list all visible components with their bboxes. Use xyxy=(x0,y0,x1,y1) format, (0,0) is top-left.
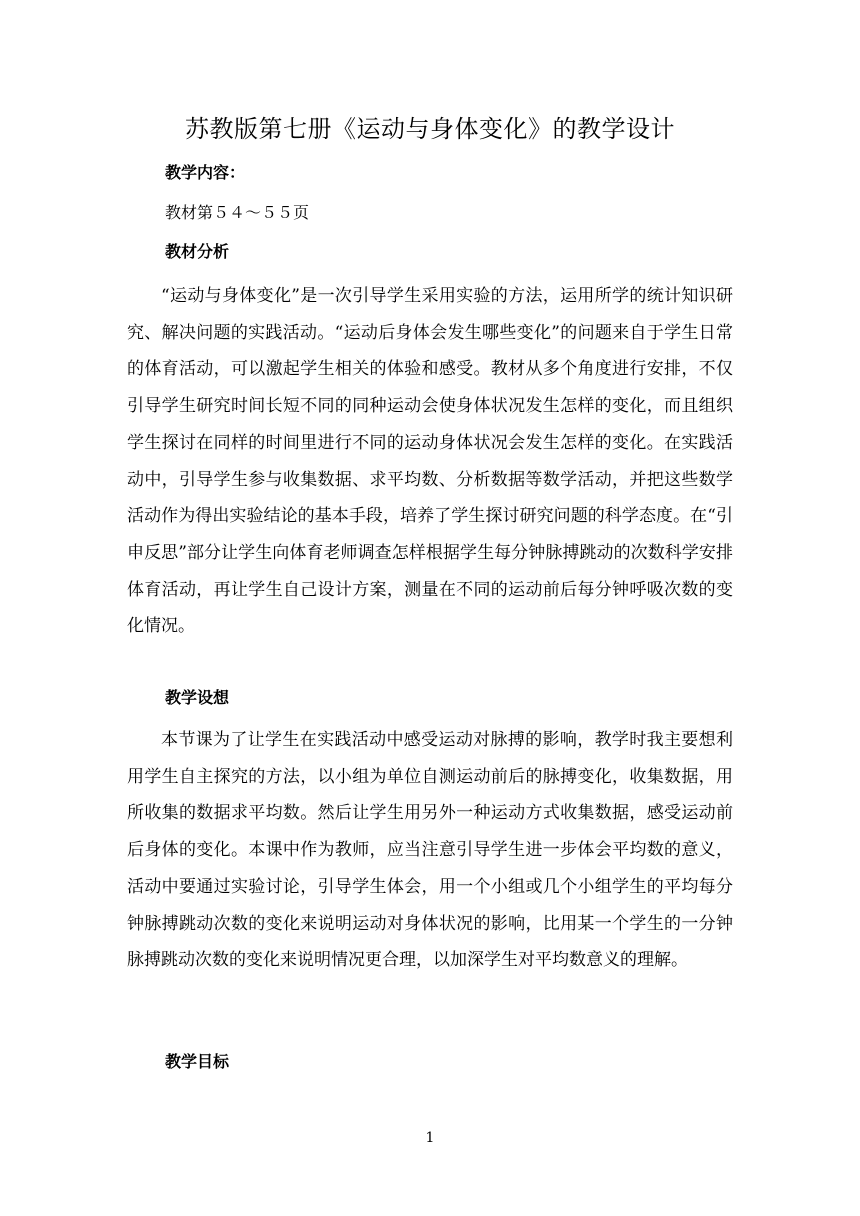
document-title: 苏教版第七册《运动与身体变化》的教学设计 xyxy=(185,115,675,143)
analysis-paragraph: “运动与身体变化”是一次引导学生采用实验的方法，运用所学的统计知识研究、解决问题的实践活动。“运动后身体会发生哪些变化”的问题来自于学生日常的体育活动，可以激起学生相关的体验和感受。教材从多个角度进行安排，不仅引导学生研究时间长短不同的同种运动会使身体状况发生怎样的变化，而且组织学生探讨在同样的时间里进行不同的运动身体状况会发生怎样的变化。在实践活动中，引导学生参与收集数据、求平均数、分析数据等数学活动，并把这些数学活动作为得出实验结论的基本手段，培养了学生探讨研究问题的科学态度。在“引申反思”部分让学生向体育老师调查怎样根据学生每分钟脉搏跳动的次数科学安排体育活动，再让学生自己设计方案，测量在不同的运动前后每分钟呼吸次数的变化情况。 xyxy=(127,286,733,637)
section-heading-content: 教学内容： xyxy=(165,163,246,182)
content-text: 教材第５４～５５页 xyxy=(165,203,310,222)
design-paragraph: 本节课为了让学生在实践活动中感受运动对脉搏的影响，教学时我主要想利用学生自主探究的方法，以小组为单位自测运动前后的脉搏变化，收集数据，用所收集的数据求平均数。然后让学生用另外一种运动方式收集数据，感受运动前后身体的变化。本课中作为教师，应当注意引导学生进一步体会平均数的意义，活动中要通过实验讨论，引导学生体会，用一个小组或几个小组学生的平均每分钟脉搏跳动次数的变化来说明运动对身体状况的影响，比用某一个学生的一分钟脉搏跳动次数的变化来说明情况更合理，以加深学生对平均数意义的理解。 xyxy=(127,730,733,971)
section-heading-analysis: 教材分析 xyxy=(165,242,230,261)
page-number: 1 xyxy=(425,1130,435,1146)
section-heading-goals: 教学目标 xyxy=(165,1052,230,1071)
section-heading-design: 教学设想 xyxy=(165,688,230,707)
